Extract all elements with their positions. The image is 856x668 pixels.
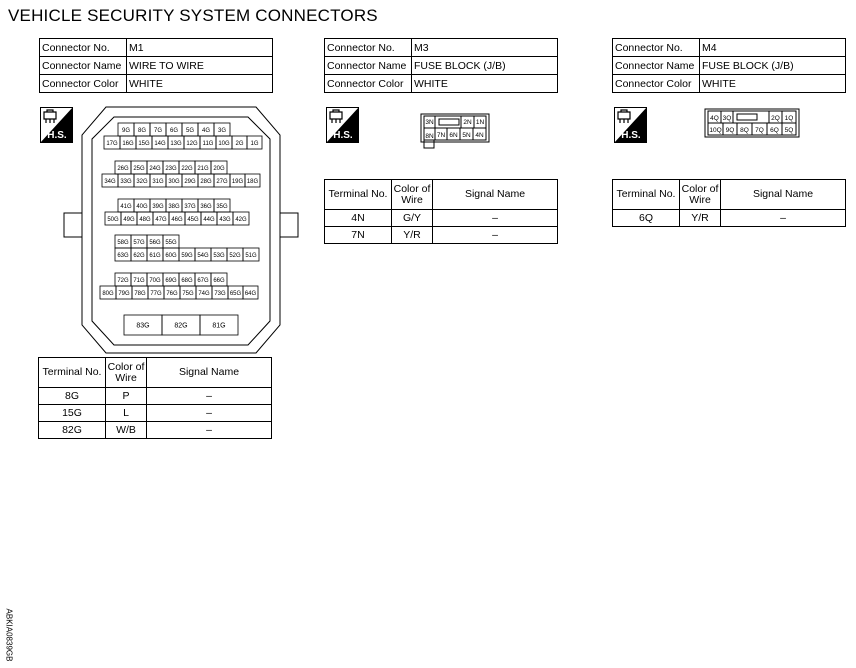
pin-label: 45G [187, 217, 199, 223]
pin-label: 6N [449, 132, 458, 139]
pin-label: 69G [165, 278, 177, 284]
pin-label: 34G [104, 179, 116, 185]
pin-label: 61G [149, 253, 161, 259]
pin-label: 43G [219, 217, 231, 223]
pin-label: 2G [235, 141, 244, 147]
info-value: M4 [700, 39, 846, 57]
table-row [39, 422, 272, 439]
signal-name: – [433, 227, 558, 244]
pin-label: 38G [168, 204, 180, 210]
m4-connector-face [704, 108, 800, 138]
signal-name-header: Signal Name [147, 358, 272, 388]
terminal-no: 15G [39, 405, 106, 422]
pin-label: 50G [107, 217, 119, 223]
pin-label: 4G [201, 128, 211, 134]
signal-name: – [147, 422, 272, 439]
signal-name-header: Signal Name [433, 180, 558, 210]
pin-label: 48G [139, 217, 151, 223]
pin-label: 39G [152, 204, 164, 210]
pin-label: 17G [106, 141, 118, 147]
figure-code [2, 610, 16, 660]
wire-color: L [106, 405, 147, 422]
pin-label: 79G [118, 291, 130, 297]
pin-label: 67G [197, 278, 209, 284]
pin-label: 9Q [725, 127, 735, 134]
info-label: Connector No. [40, 39, 127, 57]
pin-label: 53G [213, 253, 225, 259]
pin-label: 36G [200, 204, 212, 210]
info-value: WIRE TO WIRE [127, 57, 273, 75]
pin-label: 42G [235, 217, 247, 223]
pin-label: 22G [181, 166, 193, 172]
info-label: Connector Name [613, 57, 700, 75]
pin-label: 58G [117, 240, 129, 246]
info-label: Connector Color [613, 75, 700, 93]
table-row [39, 405, 272, 422]
pin-label: 32G [136, 179, 148, 185]
pin-label: 23G [165, 166, 177, 172]
pin-label: 3N [425, 119, 434, 126]
pin-label: 7G [153, 128, 163, 134]
info-value: FUSE BLOCK (J/B) [412, 57, 558, 75]
pin-label: 70G [149, 278, 161, 284]
terminal-no-header: Terminal No. [325, 180, 392, 210]
pin-label: 1G [250, 141, 259, 147]
pin-label: 64G [244, 291, 257, 297]
pin-label: 68G [181, 278, 193, 284]
info-value: WHITE [127, 75, 273, 93]
info-label: Connector Color [40, 75, 127, 93]
pin-label: 72G [117, 278, 129, 284]
info-label: Connector Name [325, 57, 412, 75]
harness-side-icon [614, 107, 647, 143]
pin-label: 46G [171, 217, 183, 223]
pin-label: 73G [214, 291, 226, 297]
wire-color: Y/R [392, 227, 433, 244]
terminal-no-header: Terminal No. [39, 358, 106, 388]
pin-label: 11G [202, 141, 214, 147]
signal-name: – [147, 388, 272, 405]
pin-label: 5Q [784, 127, 794, 134]
pin-label: 9G [121, 128, 131, 134]
pin-label: 5G [185, 128, 195, 134]
pin-label: 2N [463, 119, 472, 126]
pin-label: 4Q [710, 115, 719, 122]
info-value: M1 [127, 39, 273, 57]
pin-label: 10Q [709, 127, 722, 134]
pin-label: 82G [174, 322, 188, 330]
info-label: Connector Color [325, 75, 412, 93]
wire-color: P [106, 388, 147, 405]
pin-label: 5N [462, 132, 471, 139]
pin-label: 3G [217, 128, 227, 134]
pin-label: 1N [475, 119, 485, 126]
pin-label: 65G [229, 291, 242, 297]
m4-connector-info [612, 38, 846, 93]
m1-terminal-table [38, 357, 272, 439]
pin-label: 76G [166, 291, 178, 297]
m3-connector-info [324, 38, 558, 93]
hs-label: H.S. [621, 130, 641, 141]
pin-label: 59G [181, 253, 193, 259]
pin-label: 15G [138, 141, 150, 147]
hs-label: H.S. [47, 130, 67, 141]
pin-label: 3Q [722, 115, 732, 122]
harness-side-icon [326, 107, 359, 143]
info-value: WHITE [412, 75, 558, 93]
pin-label: 40G [136, 204, 148, 210]
page-title: VEHICLE SECURITY SYSTEM CONNECTORS [8, 6, 378, 25]
signal-name: – [147, 405, 272, 422]
wire-color-header: Color of Wire [106, 358, 147, 388]
pin-label: 6G [169, 128, 179, 134]
wire-color-header: Color of Wire [392, 180, 433, 210]
pin-label: 4N [475, 132, 484, 139]
pin-label: 12G [186, 141, 198, 147]
pin-label: 60G [165, 253, 177, 259]
terminal-no-header: Terminal No. [613, 180, 680, 210]
pin-label: 75G [182, 291, 194, 297]
pin-label: 31G [152, 179, 164, 185]
pin-label: 6Q [770, 127, 779, 134]
pin-label: 51G [245, 253, 257, 259]
pin-label: 1Q [784, 115, 794, 122]
pin-label: 29G [184, 179, 196, 185]
hs-label: H.S. [333, 130, 353, 141]
info-label: Connector Name [40, 57, 127, 75]
pin-label: 57G [133, 240, 145, 246]
pin-label: 21G [197, 166, 209, 172]
pin-label: 80G [102, 291, 114, 297]
pin-label: 25G [133, 166, 145, 172]
pin-label: 44G [203, 217, 215, 223]
pin-label: 52G [229, 253, 241, 259]
figure-code-text: ABKIA0839GB [4, 608, 14, 662]
m4-terminal-table [612, 179, 846, 227]
pin-label: 13G [170, 141, 182, 147]
pin-label: 10G [218, 141, 230, 147]
pin-label: 18G [246, 179, 259, 185]
pin-label: 20G [213, 166, 225, 172]
pin-label: 35G [216, 204, 228, 210]
wire-color: W/B [106, 422, 147, 439]
pin-label: 62G [133, 253, 145, 259]
pin-label: 2Q [771, 115, 780, 122]
m3-terminal-table [324, 179, 558, 244]
signal-name: – [721, 210, 846, 227]
m3-connector-face [420, 110, 492, 150]
pin-label: 63G [117, 253, 129, 259]
signal-name-header: Signal Name [721, 180, 846, 210]
table-row [39, 388, 272, 405]
signal-name: – [433, 210, 558, 227]
pin-label: 28G [200, 179, 212, 185]
terminal-no: 82G [39, 422, 106, 439]
pin-label: 54G [197, 253, 209, 259]
pin-label: 8Q [740, 127, 749, 134]
pin-label: 66G [213, 278, 225, 284]
pin-label: 26G [117, 166, 129, 172]
pin-label: 27G [216, 179, 228, 185]
wire-color-header: Color of Wire [680, 180, 721, 210]
table-row [325, 210, 558, 227]
pin-label: 74G [198, 291, 210, 297]
pin-label: 71G [133, 278, 145, 284]
pin-label: 83G [136, 322, 150, 330]
m1-connector-info [39, 38, 273, 93]
pin-label: 7Q [755, 127, 764, 134]
info-label: Connector No. [613, 39, 700, 57]
pin-label: 81G [212, 322, 226, 330]
pin-label: 49G [123, 217, 135, 223]
pin-label: 19G [231, 179, 244, 185]
pin-label: 56G [149, 240, 161, 246]
terminal-no: 8G [39, 388, 106, 405]
pin-label: 47G [155, 217, 167, 223]
pin-label: 77G [150, 291, 162, 297]
pin-label: 8G [137, 128, 147, 134]
terminal-no: 6Q [613, 210, 680, 227]
pin-label: 78G [134, 291, 146, 297]
pin-label: 24G [149, 166, 161, 172]
terminal-no: 7N [325, 227, 392, 244]
terminal-no: 4N [325, 210, 392, 227]
info-value: WHITE [700, 75, 846, 93]
pin-label: 37G [184, 204, 196, 210]
info-value: M3 [412, 39, 558, 57]
info-label: Connector No. [325, 39, 412, 57]
pin-label: 55G [165, 240, 177, 246]
wire-color: G/Y [392, 210, 433, 227]
pin-label: 16G [122, 141, 134, 147]
wire-color: Y/R [680, 210, 721, 227]
info-value: FUSE BLOCK (J/B) [700, 57, 846, 75]
pin-label: 7N [436, 132, 446, 139]
pin-label: 33G [120, 179, 132, 185]
pin-label: 41G [120, 204, 132, 210]
table-row [325, 227, 558, 244]
pin-label: 30G [168, 179, 180, 185]
pin-label: 14G [154, 141, 166, 147]
table-row [613, 210, 846, 227]
m1-connector-face [58, 105, 304, 355]
pin-label: 8N [425, 133, 434, 140]
